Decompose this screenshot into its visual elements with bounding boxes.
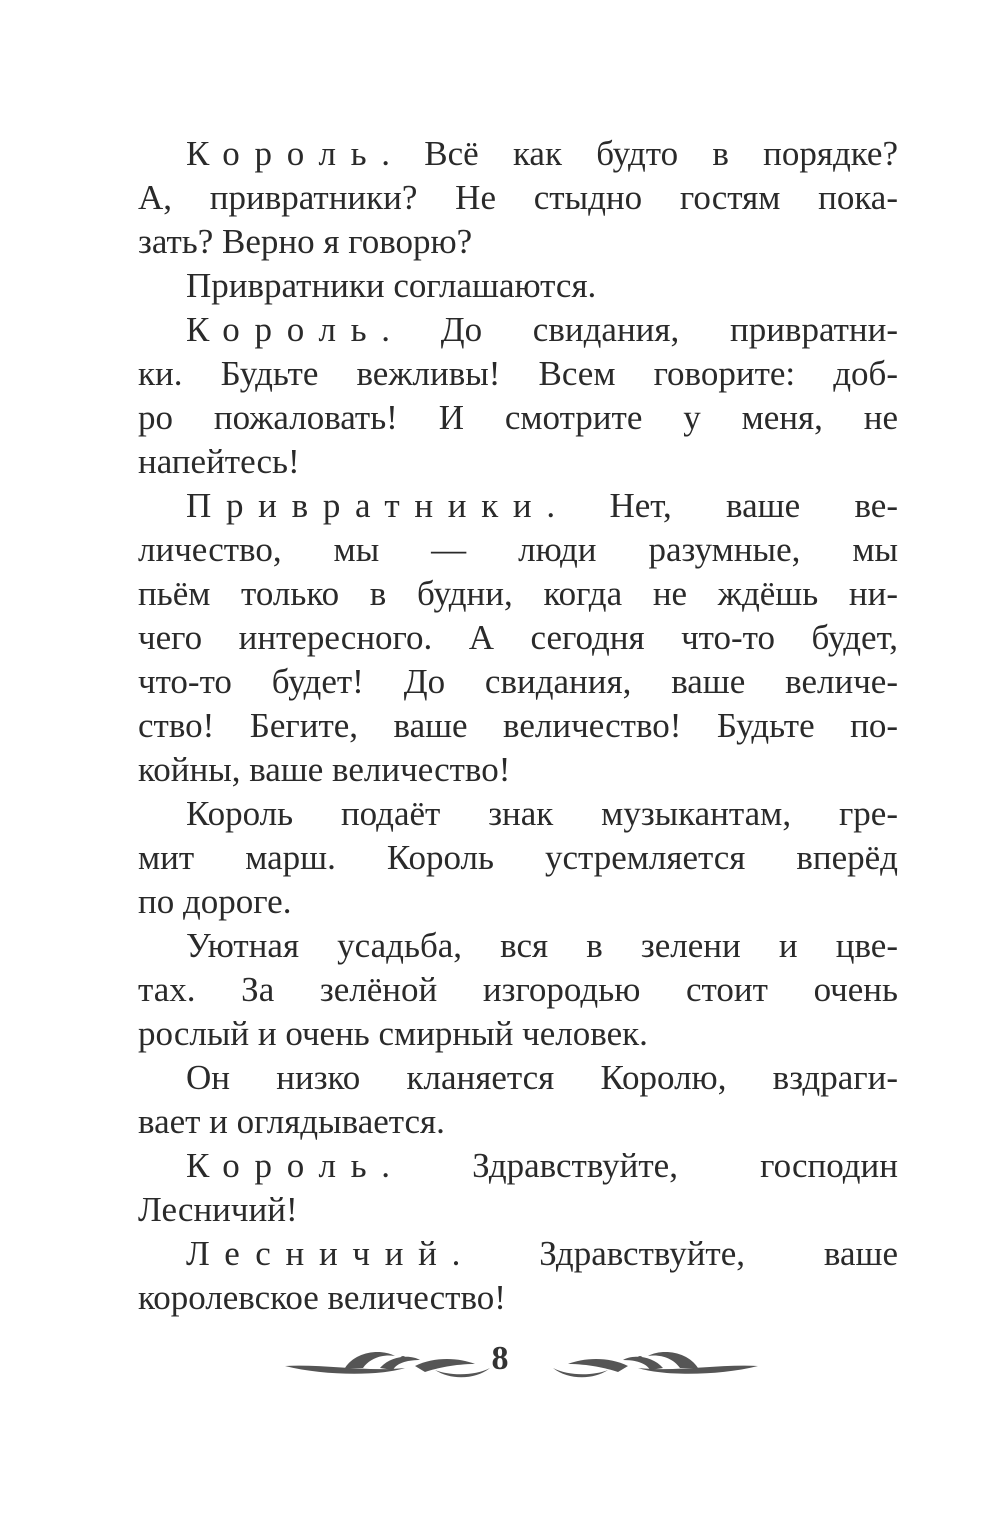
paragraph <box>138 308 898 484</box>
text-line: А, привратники? Не стыдно гостям пока- <box>138 178 898 217</box>
text-line: пьём только в будни, когда не ждёшь ни- <box>138 574 898 613</box>
speech-text: . Нет, ваше ве- <box>546 486 898 525</box>
text-line <box>138 484 898 528</box>
text-line: по дороге. <box>138 882 292 921</box>
text-line: личество, мы — люди разумные, мы <box>138 530 898 569</box>
paragraph <box>138 264 898 308</box>
paragraph <box>138 132 898 264</box>
text-line: зать? Верно я говорю? <box>138 222 473 261</box>
page-footer <box>0 1338 1000 1388</box>
text-line: ки. Будьте вежливы! Всем говорите: доб- <box>138 354 898 393</box>
text-line: Он низко кланяется Королю, вздраги- <box>186 1058 898 1097</box>
paragraph <box>138 1056 898 1144</box>
speech-text: . Здравствуйте, ваше <box>451 1234 898 1273</box>
page-text <box>138 132 898 1320</box>
flourish-right-icon <box>548 1346 758 1380</box>
speaker-name: Король <box>186 310 382 349</box>
text-line: вает и оглядывается. <box>138 1102 445 1141</box>
paragraph <box>138 484 898 792</box>
speech-text: . До свидания, привратни- <box>381 310 898 349</box>
text-line: койны, ваше величество! <box>138 750 511 789</box>
text-line: ро пожаловать! И смотрите у меня, не <box>138 398 898 437</box>
text-line: Лесничий! <box>138 1190 298 1229</box>
speaker-name: Король <box>186 1146 382 1185</box>
text-line: рослый и очень смирный человек. <box>138 1014 648 1053</box>
page-number: 8 <box>491 1340 509 1377</box>
paragraph <box>138 1232 898 1320</box>
text-line: Привратники соглашаются. <box>186 266 597 305</box>
text-line: чего интересного. А сегодня что-то будет, <box>138 618 898 657</box>
speaker-name: Король <box>186 134 382 173</box>
text-line: Король подаёт знак музыкантам, гре- <box>186 794 898 833</box>
speaker-name: Лесничий <box>186 1234 452 1273</box>
text-line: ство! Бегите, ваше величество! Будьте по- <box>138 706 898 745</box>
text-line <box>138 1232 898 1276</box>
paragraph <box>138 924 898 1056</box>
speech-text: . Здравствуйте, господин <box>381 1146 898 1185</box>
text-line <box>138 308 898 352</box>
paragraph <box>138 792 898 924</box>
speaker-name: Привратники <box>186 486 547 525</box>
text-line: мит марш. Король устремляется вперёд <box>138 838 898 877</box>
text-line: тах. За зелёной изгородью стоит очень <box>138 970 898 1009</box>
text-line: что-то будет! До свидания, ваше величе- <box>138 662 898 701</box>
speech-text: . Всё как будто в порядке? <box>381 134 898 173</box>
text-line <box>138 132 898 176</box>
text-line: напейтесь! <box>138 442 300 481</box>
text-line: королевское величество! <box>138 1278 506 1317</box>
text-line: Уютная усадьба, вся в зелени и цве- <box>186 926 898 965</box>
text-line <box>138 1144 898 1188</box>
paragraph <box>138 1144 898 1232</box>
